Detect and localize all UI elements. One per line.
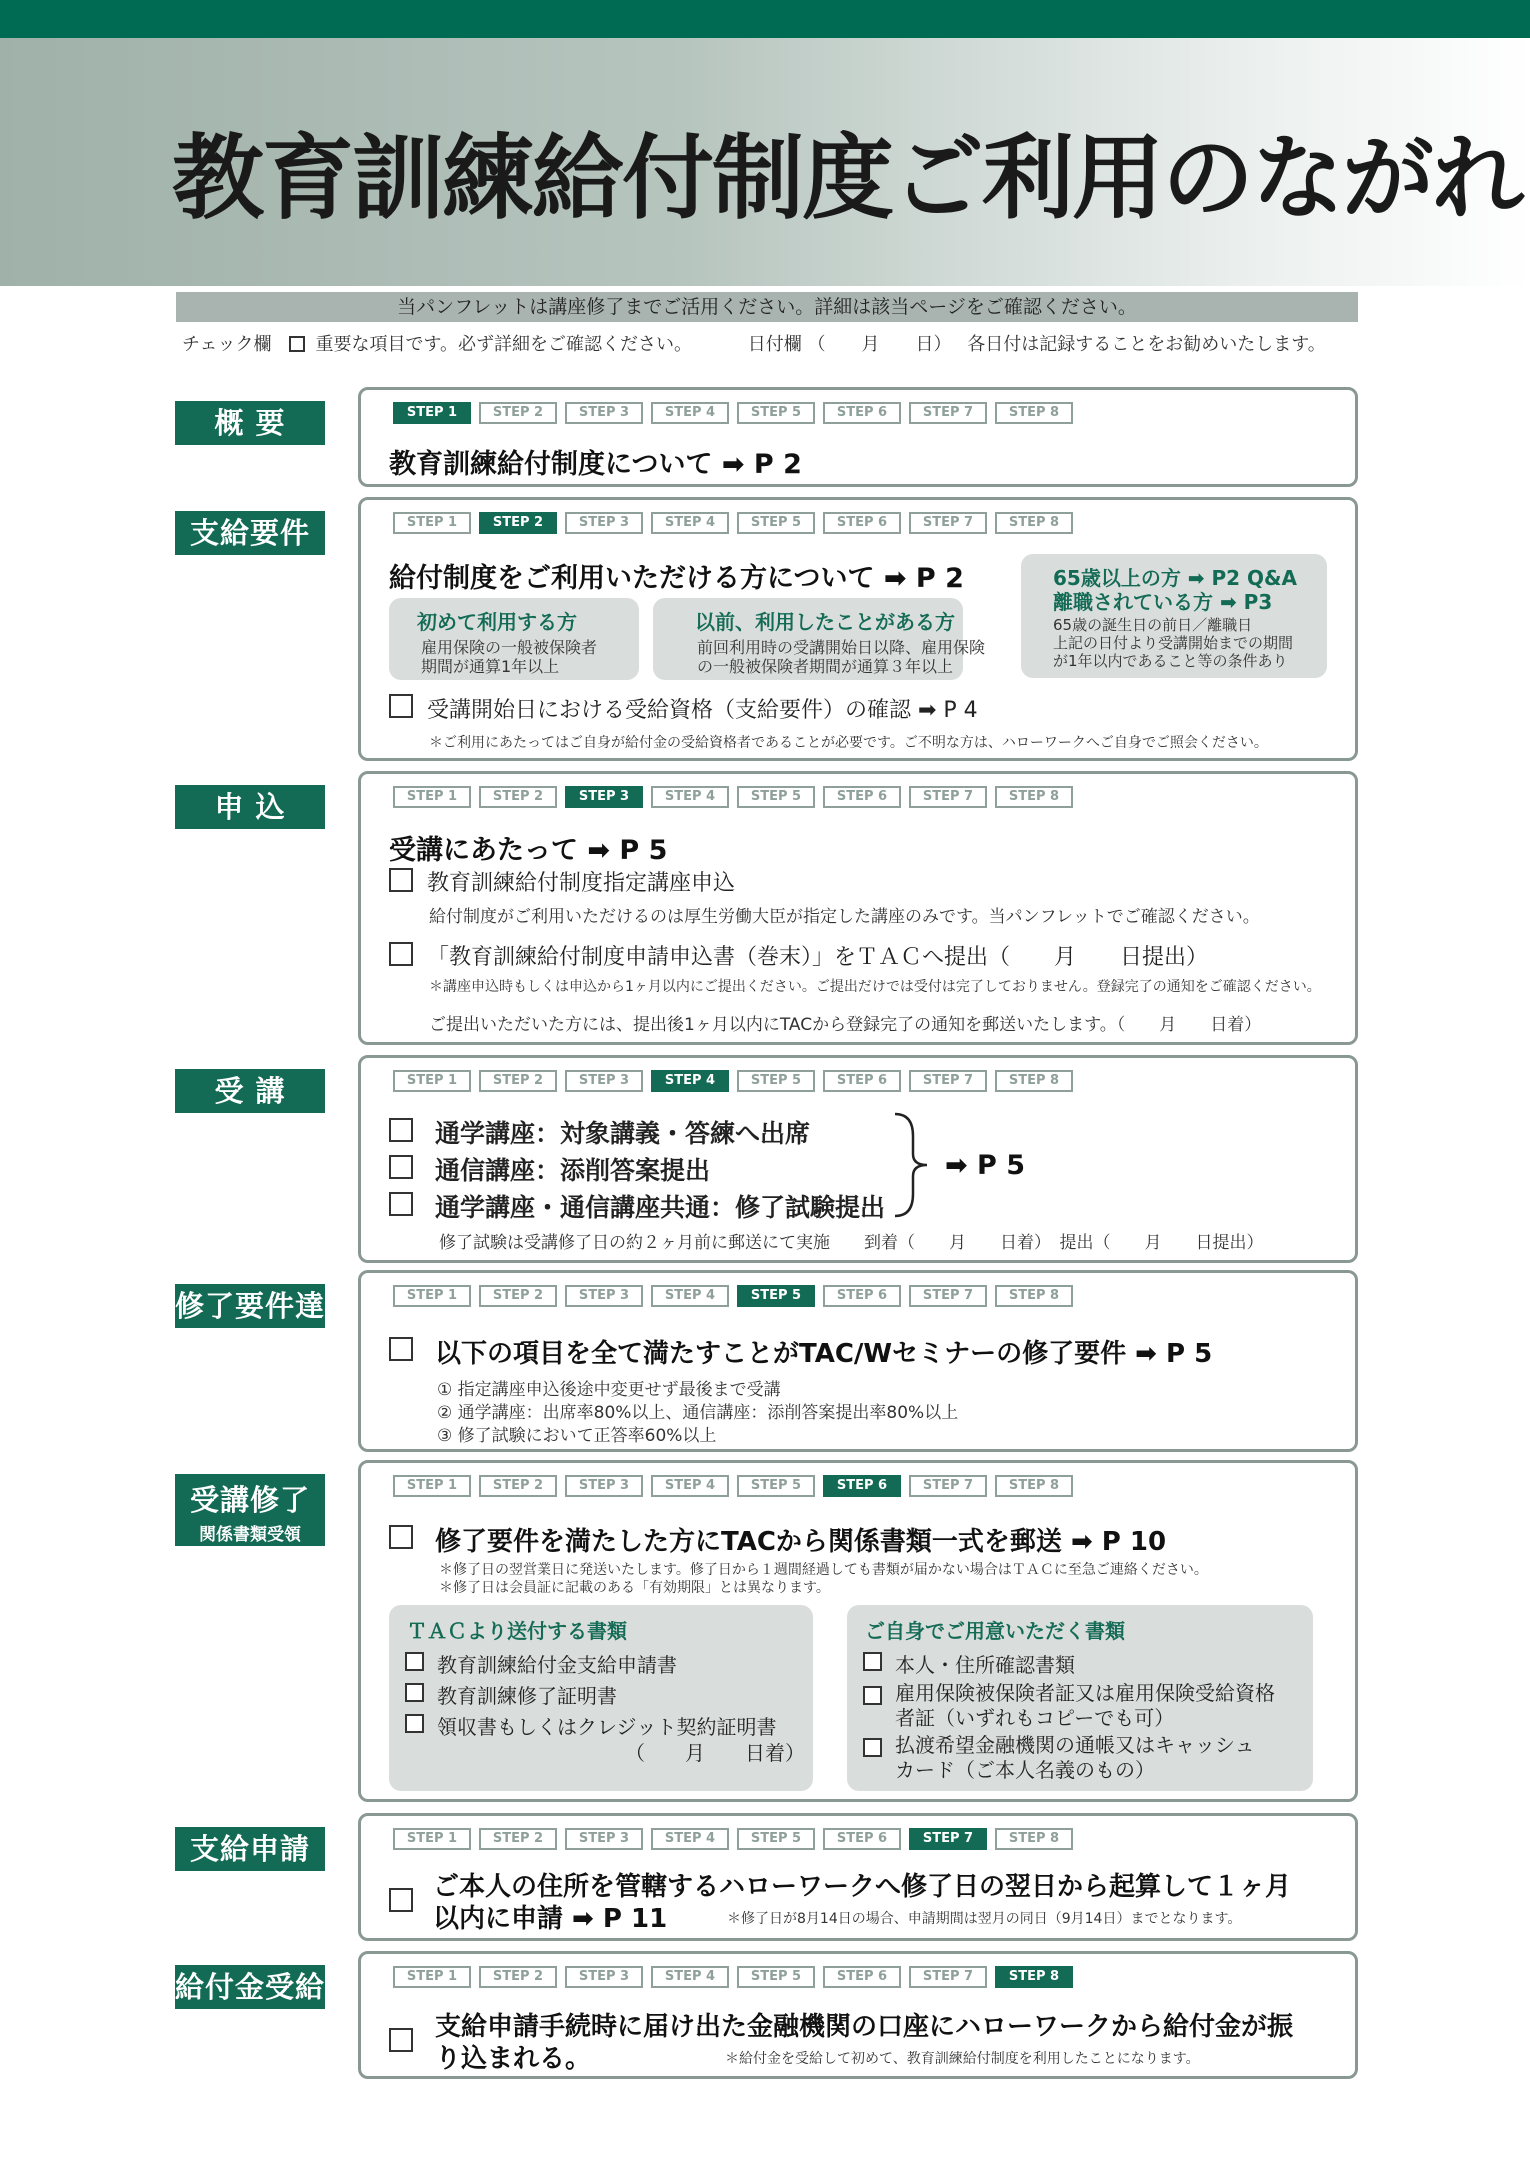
step-badge-4: STEP 4 xyxy=(651,1070,729,1092)
checkbox[interactable] xyxy=(389,1337,413,1361)
step-badge-2: STEP 2 xyxy=(479,1070,557,1092)
check-label: 以内に申請 ➡ P 11 xyxy=(433,1904,668,1934)
section-label-requirements: 支給要件 xyxy=(175,511,325,555)
step-badge-1: STEP 1 xyxy=(393,1475,471,1497)
step-badge-4: STEP 4 xyxy=(651,786,729,808)
note: ＊ご利用にあたってはご自身が給付金の受給資格者であることが必要です。ご不明な方は、ハローワークへご自身でご照会ください。 xyxy=(429,735,1268,751)
step-badge-6: STEP 6 xyxy=(823,786,901,808)
card-title: 離職されている方 ➡ P3 xyxy=(1053,590,1273,614)
requirement-item: ② 通学講座：出席率80%以上、通信講座：添削答案提出率80%以上 xyxy=(437,1403,959,1423)
legend-check-label: チェック欄 xyxy=(182,334,272,355)
doc-item: 払渡希望金融機関の通帳又はキャッシュ カード（ご本人名義のもの） xyxy=(895,1733,1255,1782)
section-label-text: 受講修了 xyxy=(189,1483,310,1517)
step-badge-8: STEP 8 xyxy=(995,1285,1073,1307)
step-badge-2: STEP 2 xyxy=(479,402,557,424)
step-badge-1: STEP 1 xyxy=(393,1828,471,1850)
requirement-item: ③ 修了試験において正答率60%以上 xyxy=(437,1426,717,1446)
section-box-documents xyxy=(358,1460,1358,1802)
step-badge-7: STEP 7 xyxy=(909,402,987,424)
note: ＊修了日は会員証に記載のある「有効期限」とは異なります。 xyxy=(439,1580,830,1596)
panel-self-documents xyxy=(847,1605,1313,1791)
step-badge-6: STEP 6 xyxy=(823,1285,901,1307)
section-label-application: 申 込 xyxy=(175,785,325,829)
step-badge-7: STEP 7 xyxy=(909,786,987,808)
note: ＊講座申込時もしくは申込から1ヶ月以内にご提出ください。ご提出だけでは受付は完了しておりません。登録完了の通知をご確認ください。 xyxy=(429,979,1321,995)
step-badge-5: STEP 5 xyxy=(737,1285,815,1307)
card-text: 65歳の誕生日の前日／離職日 上記の日付より受講開始までの期間 が1年以内であること等の条件あり xyxy=(1053,616,1294,670)
section-box-completion xyxy=(358,1270,1358,1452)
step-badge-7: STEP 7 xyxy=(909,1070,987,1092)
step-badge-7: STEP 7 xyxy=(909,1828,987,1850)
step-badge-2: STEP 2 xyxy=(479,1475,557,1497)
step-indicator xyxy=(393,1285,1073,1307)
step-badge-1: STEP 1 xyxy=(393,786,471,808)
step-badge-3: STEP 3 xyxy=(565,1475,643,1497)
step-badge-8: STEP 8 xyxy=(995,512,1073,534)
step-badge-7: STEP 7 xyxy=(909,1285,987,1307)
step-badge-3: STEP 3 xyxy=(565,1070,643,1092)
section-box-claim xyxy=(358,1813,1358,1941)
checkbox[interactable] xyxy=(389,1118,413,1142)
step-badge-2: STEP 2 xyxy=(479,512,557,534)
step-badge-3: STEP 3 xyxy=(565,512,643,534)
checkbox[interactable] xyxy=(863,1738,882,1757)
step-badge-8: STEP 8 xyxy=(995,1070,1073,1092)
check-label: 修了要件を満たした方にTACから関係書類一式を郵送 ➡ P 10 xyxy=(435,1527,1167,1557)
step-badge-6: STEP 6 xyxy=(823,512,901,534)
check-label: ご本人の住所を管轄するハローワークへ修了日の翌日から起算して１ヶ月 xyxy=(433,1872,1292,1902)
card-title: 以前、利用したことがある方 xyxy=(695,610,955,634)
checkbox[interactable] xyxy=(389,1525,413,1549)
section-heading: 受講にあたって ➡ P 5 xyxy=(389,835,668,866)
step-badge-4: STEP 4 xyxy=(651,402,729,424)
section-box-overview xyxy=(358,387,1358,487)
step-badge-5: STEP 5 xyxy=(737,1475,815,1497)
note: ＊修了日の翌営業日に発送いたします。修了日から１週間経過しても書類が届かない場合はＴＡＣに至急ご連絡ください。 xyxy=(439,1562,1208,1578)
step-badge-5: STEP 5 xyxy=(737,786,815,808)
notice-bar: 当パンフレットは講座修了までご活用ください。詳細は該当ページをご確認ください。 xyxy=(176,292,1358,322)
checkbox[interactable] xyxy=(389,1155,413,1179)
step-indicator xyxy=(393,1828,1073,1850)
step-indicator xyxy=(393,1475,1073,1497)
step-badge-4: STEP 4 xyxy=(651,1285,729,1307)
step-badge-8: STEP 8 xyxy=(995,1828,1073,1850)
checkbox[interactable] xyxy=(405,1714,424,1733)
step-badge-1: STEP 1 xyxy=(393,512,471,534)
check-label: 通学講座・通信講座共通：修了試験提出 xyxy=(435,1193,886,1222)
card-first-time xyxy=(389,598,639,680)
step-badge-4: STEP 4 xyxy=(651,1828,729,1850)
check-label: 「教育訓練給付制度申請申込書（巻末）」をＴＡＣへ提出（ 月 日提出） xyxy=(427,945,1209,970)
step-badge-4: STEP 4 xyxy=(651,1475,729,1497)
doc-item: 領収書もしくはクレジット契約証明書 xyxy=(437,1715,777,1739)
note: ＊給付金を受給して初めて、教育訓練給付制度を利用したことになります。 xyxy=(725,2051,1200,2067)
panel-tac-documents xyxy=(389,1605,813,1791)
section-label-attendance: 受 講 xyxy=(175,1069,325,1113)
step-badge-8: STEP 8 xyxy=(995,1475,1073,1497)
note: ＊修了日が8月14日の場合、申請期間は翌月の同日（9月14日）までとなります。 xyxy=(727,1911,1242,1927)
step-indicator xyxy=(393,512,1073,534)
step-badge-1: STEP 1 xyxy=(393,1070,471,1092)
step-badge-7: STEP 7 xyxy=(909,1475,987,1497)
checkbox[interactable] xyxy=(863,1686,882,1705)
step-badge-6: STEP 6 xyxy=(823,1070,901,1092)
step-badge-2: STEP 2 xyxy=(479,1966,557,1988)
section-box-requirements xyxy=(358,497,1358,761)
check-label: 支給申請手続時に届け出た金融機関の口座にハローワークから給付金が振 xyxy=(435,2012,1294,2042)
check-label: 通学講座：対象講義・答練へ出席 xyxy=(435,1119,811,1148)
check-label: 教育訓練給付制度指定講座申込 xyxy=(427,871,736,896)
doc-item: 雇用保険被保険者証又は雇用保険受給資格 者証（いずれもコピーでも可） xyxy=(895,1681,1275,1730)
step-indicator xyxy=(393,786,1073,808)
step-badge-1: STEP 1 xyxy=(393,402,471,424)
step-badge-3: STEP 3 xyxy=(565,786,643,808)
section-box-attendance xyxy=(358,1055,1358,1263)
step-badge-3: STEP 3 xyxy=(565,1285,643,1307)
section-heading: 給付制度をご利用いただける方について ➡ P 2 xyxy=(389,563,964,594)
card-special-cases xyxy=(1021,554,1327,678)
card-text: 雇用保険の一般被保険者 期間が通算1年以上 xyxy=(421,638,598,676)
step-badge-7: STEP 7 xyxy=(909,1966,987,1988)
checkbox-icon xyxy=(289,336,305,352)
step-badge-5: STEP 5 xyxy=(737,1070,815,1092)
step-badge-3: STEP 3 xyxy=(565,1966,643,1988)
step-badge-5: STEP 5 xyxy=(737,1828,815,1850)
step-badge-2: STEP 2 xyxy=(479,1285,557,1307)
card-title: 初めて利用する方 xyxy=(417,610,577,634)
checkbox[interactable] xyxy=(389,1192,413,1216)
section-label-claim: 支給申請 xyxy=(175,1827,325,1871)
checkbox[interactable] xyxy=(389,1888,413,1912)
legend xyxy=(182,330,1336,356)
step-badge-8: STEP 8 xyxy=(995,786,1073,808)
brace-icon xyxy=(891,1110,931,1220)
step-badge-4: STEP 4 xyxy=(651,1966,729,1988)
step-badge-5: STEP 5 xyxy=(737,402,815,424)
step-badge-5: STEP 5 xyxy=(737,512,815,534)
card-text: 前回利用時の受講開始日以降、雇用保険 の一般被保険者期間が通算３年以上 xyxy=(697,638,986,676)
step-badge-7: STEP 7 xyxy=(909,512,987,534)
note: 修了試験は受講修了日の約２ヶ月前に郵送にて実施 到着（ 月 日着） 提出（ 月 日提出） xyxy=(439,1233,1264,1253)
section-heading: 教育訓練給付制度について ➡ P 2 xyxy=(389,449,802,480)
step-badge-6: STEP 6 xyxy=(823,1828,901,1850)
step-badge-1: STEP 1 xyxy=(393,1285,471,1307)
step-badge-4: STEP 4 xyxy=(651,512,729,534)
page-reference: ➡ P 5 xyxy=(945,1150,1025,1181)
section-label-overview: 概 要 xyxy=(175,401,325,445)
checkbox[interactable] xyxy=(389,942,413,966)
step-indicator xyxy=(393,402,1073,424)
checkbox[interactable] xyxy=(405,1683,424,1702)
legend-date-desc: 各日付は記録することをお勧めいたします。 xyxy=(967,334,1326,355)
step-badge-6: STEP 6 xyxy=(823,402,901,424)
step-badge-2: STEP 2 xyxy=(479,786,557,808)
requirement-item: ① 指定講座申込後途中変更せず最後まで受講 xyxy=(437,1380,781,1400)
doc-item: 本人・住所確認書類 xyxy=(895,1653,1075,1677)
check-label: 以下の項目を全て満たすことがTAC/Wセミナーの修了要件 ➡ P 5 xyxy=(435,1339,1213,1369)
panel-title: ご自身でご用意いただく書類 xyxy=(865,1619,1125,1643)
check-label: 通信講座：添削答案提出 xyxy=(435,1156,711,1185)
checkbox[interactable] xyxy=(389,2028,413,2052)
step-badge-1: STEP 1 xyxy=(393,1966,471,1988)
step-indicator xyxy=(393,1966,1073,1988)
doc-item: 教育訓練修了証明書 xyxy=(437,1684,617,1708)
description: 給付制度がご利用いただけるのは厚生労働大臣が指定した講座のみです。当パンフレットでご確認ください。 xyxy=(429,907,1260,927)
panel-title: ＴＡＣより送付する書類 xyxy=(407,1619,627,1643)
checkbox[interactable] xyxy=(863,1652,882,1671)
section-box-receipt xyxy=(358,1951,1358,2079)
legend-check-desc: 重要な項目です。必ず詳細をご確認ください。 xyxy=(315,334,693,355)
legend-date-label: 日付欄 （ 月 日） xyxy=(747,334,952,355)
section-box-application xyxy=(358,771,1358,1045)
section-label-documents xyxy=(175,1474,325,1546)
page-title: 教育訓練給付制度ご利用のながれ xyxy=(172,125,1523,232)
card-returning xyxy=(653,598,986,680)
doc-item: 教育訓練給付金支給申請書 xyxy=(437,1653,677,1677)
step-badge-8: STEP 8 xyxy=(995,1966,1073,1988)
section-label-receipt: 給付金受給 xyxy=(175,1965,325,2009)
step-badge-3: STEP 3 xyxy=(565,402,643,424)
step-badge-5: STEP 5 xyxy=(737,1966,815,1988)
checkbox[interactable] xyxy=(389,694,413,718)
section-label-completion: 修了要件達成 xyxy=(175,1284,325,1328)
step-badge-6: STEP 6 xyxy=(823,1475,901,1497)
description: ご提出いただいた方には、提出後1ヶ月以内にTACから登録完了の通知を郵送いたします。（ 月 日着） xyxy=(429,1015,1262,1035)
step-badge-2: STEP 2 xyxy=(479,1828,557,1850)
step-badge-3: STEP 3 xyxy=(565,1828,643,1850)
step-indicator xyxy=(393,1070,1073,1092)
check-label: り込まれる。 xyxy=(435,2044,592,2074)
step-badge-8: STEP 8 xyxy=(995,402,1073,424)
checkbox[interactable] xyxy=(389,868,413,892)
section-label-sub: 関係書類受領 xyxy=(199,1525,301,1545)
card-title: 65歳以上の方 ➡ P2 Q&A xyxy=(1053,566,1297,590)
date-field: （ 月 日着） xyxy=(625,1741,805,1765)
step-badge-6: STEP 6 xyxy=(823,1966,901,1988)
checkbox[interactable] xyxy=(405,1652,424,1671)
top-bar xyxy=(0,0,1530,38)
check-label: 受講開始日における受給資格（支給要件）の確認 ➡ P 4 xyxy=(427,698,978,723)
